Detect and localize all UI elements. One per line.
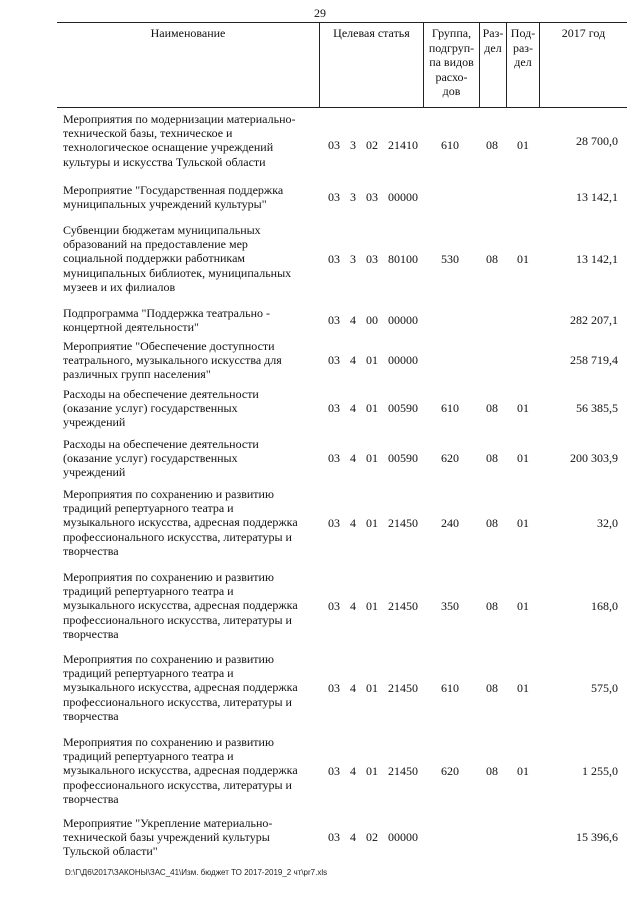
row-name-line: традиций репертуарного театра и <box>63 501 234 516</box>
cell-p1: 03 <box>328 401 340 416</box>
row-name-line: культуры и искусства Тульской области <box>63 154 266 169</box>
cell-value-2017: 13 142,1 <box>576 251 618 266</box>
cell-podrazdel: 01 <box>517 138 529 153</box>
cell-p1: 03 <box>328 251 340 266</box>
cell-p4: 21450 <box>388 763 418 778</box>
cell-group: 350 <box>441 598 459 613</box>
table-header <box>57 22 627 108</box>
cell-group: 610 <box>441 138 459 153</box>
cell-podrazdel: 01 <box>517 251 529 266</box>
row-name-line: Мероприятия по сохранению и развитию <box>63 652 274 666</box>
row-name-line: традиций репертуарного театра и <box>63 749 234 764</box>
cell-p2: 3 <box>350 190 356 205</box>
cell-p2: 4 <box>350 680 356 695</box>
row-name-line: профессионального искусства, литературы и <box>63 694 292 709</box>
cell-p4: 21450 <box>388 515 418 530</box>
cell-razdel: 08 <box>486 515 498 530</box>
row-name <box>63 339 325 382</box>
cell-p3: 00 <box>366 313 378 328</box>
cell-p2: 4 <box>350 830 356 845</box>
cell-p2: 4 <box>350 401 356 416</box>
row-name-line: концертной деятельности" <box>63 320 199 335</box>
cell-p3: 03 <box>366 251 378 266</box>
row-name-line: творчества <box>63 626 119 641</box>
header-line: па видов <box>429 55 474 69</box>
page-number: 29 <box>314 6 326 20</box>
cell-p2: 4 <box>350 353 356 368</box>
row-name-line: профессионального искусства, литературы и <box>63 612 292 627</box>
row-name <box>63 735 325 806</box>
cell-p2: 4 <box>350 451 356 466</box>
cell-group: 610 <box>441 680 459 695</box>
cell-p4: 21450 <box>388 598 418 613</box>
row-name-line: творчества <box>63 791 119 806</box>
cell-p2: 3 <box>350 138 356 153</box>
row-name <box>63 387 325 430</box>
row-name-line: (оказание услуг) государственных <box>63 401 238 416</box>
cell-value-2017: 258 719,4 <box>570 353 618 368</box>
row-name <box>63 183 325 211</box>
row-name-line: Тульской области" <box>63 844 158 859</box>
row-name-line: Мероприятия по сохранению и развитию <box>63 487 274 501</box>
row-name-line: технологическое оснащение учреждений <box>63 140 274 155</box>
cell-p3: 03 <box>366 190 378 205</box>
file-path-footer: D:\Г\Д6\2017\ЗАКОНЫ\ЗАС_41\Изм. бюджет ТО 2017-2019_2 чт\pr7.xls <box>65 868 328 877</box>
cell-podrazdel: 01 <box>517 598 529 613</box>
cell-p4: 00590 <box>388 451 418 466</box>
header-line: дел <box>484 40 502 55</box>
cell-p1: 03 <box>328 353 340 368</box>
cell-razdel: 08 <box>486 251 498 266</box>
cell-group: 240 <box>441 515 459 530</box>
row-name-line: муниципальных библиотек, муниципальных <box>63 265 292 280</box>
cell-podrazdel: 01 <box>517 401 529 416</box>
cell-p4: 00590 <box>388 401 418 416</box>
row-name <box>63 306 325 334</box>
cell-p4: 21450 <box>388 680 418 695</box>
cell-value-2017: 282 207,1 <box>570 313 618 328</box>
header-line: Группа, <box>431 26 472 40</box>
cell-p3: 01 <box>366 353 378 368</box>
row-name-line: Мероприятия по сохранению и развитию <box>63 570 274 584</box>
cell-p1: 03 <box>328 763 340 778</box>
row-name-line: творчества <box>63 708 119 723</box>
cell-razdel: 08 <box>486 598 498 613</box>
cell-p2: 4 <box>350 598 356 613</box>
row-name-line: (оказание услуг) государственных <box>63 451 238 466</box>
row-name-line: Мероприятие "Государственная поддержка <box>63 183 284 197</box>
cell-p1: 03 <box>328 680 340 695</box>
header-line: дов <box>442 84 461 98</box>
cell-razdel: 08 <box>486 763 498 778</box>
row-name-line: образований на предоставление мер <box>63 237 248 252</box>
row-name-line: профессионального искусства, литературы и <box>63 529 292 544</box>
row-name-line: Мероприятия по сохранению и развитию <box>63 735 274 749</box>
cell-p1: 03 <box>328 190 340 205</box>
cell-podrazdel: 01 <box>517 680 529 695</box>
cell-p4: 00000 <box>388 353 418 368</box>
row-name-line: социальной поддержки работникам <box>63 251 245 266</box>
row-name-line: технической базы, техническое и <box>63 126 233 141</box>
row-name <box>63 652 325 723</box>
header-group <box>424 23 479 107</box>
cell-p2: 4 <box>350 515 356 530</box>
header-subsection <box>507 23 539 107</box>
cell-value-2017: 32,0 <box>597 515 618 530</box>
cell-group: 620 <box>441 451 459 466</box>
row-name-line: музыкального искусства, адресная поддержка <box>63 598 298 613</box>
row-name-line: музеев и их филиалов <box>63 279 176 294</box>
header-line: раз- <box>512 40 534 55</box>
cell-p2: 4 <box>350 313 356 328</box>
row-name-line: музыкального искусства, адресная поддержка <box>63 680 298 695</box>
cell-razdel: 08 <box>486 680 498 695</box>
row-name-line: учреждений <box>63 465 126 480</box>
row-name <box>63 487 325 558</box>
cell-value-2017: 56 385,5 <box>576 401 618 416</box>
row-name-line: театрального, музыкального искусства для <box>63 353 282 368</box>
row-name-line: музыкального искусства, адресная поддержка <box>63 763 298 778</box>
row-name <box>63 570 325 641</box>
row-name <box>63 816 325 859</box>
header-line: Раз- <box>482 26 504 40</box>
cell-group: 610 <box>441 401 459 416</box>
row-name-line: Субвенции бюджетам муниципальных <box>63 223 261 237</box>
cell-razdel: 08 <box>486 451 498 466</box>
row-name-line: Подпрограмма "Поддержка театрально - <box>63 306 270 320</box>
cell-p1: 03 <box>328 515 340 530</box>
cell-group: 620 <box>441 763 459 778</box>
row-name-line: профессионального искусства, литературы и <box>63 777 292 792</box>
cell-razdel: 08 <box>486 138 498 153</box>
cell-p4: 80100 <box>388 251 418 266</box>
cell-p3: 02 <box>366 138 378 153</box>
row-name <box>63 437 325 480</box>
cell-podrazdel: 01 <box>517 451 529 466</box>
header-name: Наименование <box>150 26 226 40</box>
cell-value-2017: 1 255,0 <box>582 763 618 778</box>
cell-p3: 01 <box>366 515 378 530</box>
cell-p4: 00000 <box>388 830 418 845</box>
row-name-line: музыкального искусства, адресная поддержка <box>63 515 298 530</box>
row-name-line: Мероприятия по модернизации материально- <box>63 112 296 126</box>
cell-p3: 01 <box>366 763 378 778</box>
cell-p4: 21410 <box>388 138 418 153</box>
cell-value-2017: 575,0 <box>591 680 618 695</box>
cell-p1: 03 <box>328 451 340 466</box>
cell-p3: 01 <box>366 401 378 416</box>
row-name-line: традиций репертуарного театра и <box>63 584 234 599</box>
cell-value-2017: 13 142,1 <box>576 190 618 205</box>
row-name-line: учреждений <box>63 415 126 430</box>
cell-p2: 3 <box>350 251 356 266</box>
cell-p3: 01 <box>366 598 378 613</box>
header-line: дел <box>514 55 532 69</box>
cell-p3: 02 <box>366 830 378 845</box>
cell-p4: 00000 <box>388 313 418 328</box>
cell-p2: 4 <box>350 763 356 778</box>
cell-value-2017: 15 396,6 <box>576 830 618 845</box>
header-line: расхо- <box>435 69 468 84</box>
header-line: подгруп- <box>428 40 475 55</box>
cell-podrazdel: 01 <box>517 763 529 778</box>
cell-p3: 01 <box>366 451 378 466</box>
row-name <box>63 223 325 294</box>
row-name <box>63 112 325 169</box>
header-line: Под- <box>510 26 536 40</box>
header-target: Целевая статья <box>333 26 410 40</box>
row-name-line: творчества <box>63 543 119 558</box>
cell-p1: 03 <box>328 313 340 328</box>
cell-p3: 01 <box>366 680 378 695</box>
row-name-line: Расходы на обеспечение деятельности <box>63 437 259 451</box>
header-year: 2017 год <box>561 26 606 40</box>
row-name-line: Мероприятие "Обеспечение доступности <box>63 339 275 353</box>
cell-value-2017: 28 700,0 <box>576 134 618 149</box>
header-section <box>480 23 506 107</box>
cell-podrazdel: 01 <box>517 515 529 530</box>
row-name-line: традиций репертуарного театра и <box>63 666 234 681</box>
cell-group: 530 <box>441 251 459 266</box>
cell-p1: 03 <box>328 598 340 613</box>
cell-value-2017: 200 303,9 <box>570 451 618 466</box>
cell-razdel: 08 <box>486 401 498 416</box>
row-name-line: различных групп населения" <box>63 367 211 382</box>
cell-p1: 03 <box>328 138 340 153</box>
row-name-line: технической базы учреждений культуры <box>63 830 270 845</box>
row-name-line: Мероприятие "Укрепление материально- <box>63 816 273 830</box>
row-name-line: муниципальных учреждений культуры" <box>63 197 267 212</box>
cell-p4: 00000 <box>388 190 418 205</box>
cell-p1: 03 <box>328 830 340 845</box>
cell-value-2017: 168,0 <box>591 598 618 613</box>
row-name-line: Расходы на обеспечение деятельности <box>63 387 259 401</box>
